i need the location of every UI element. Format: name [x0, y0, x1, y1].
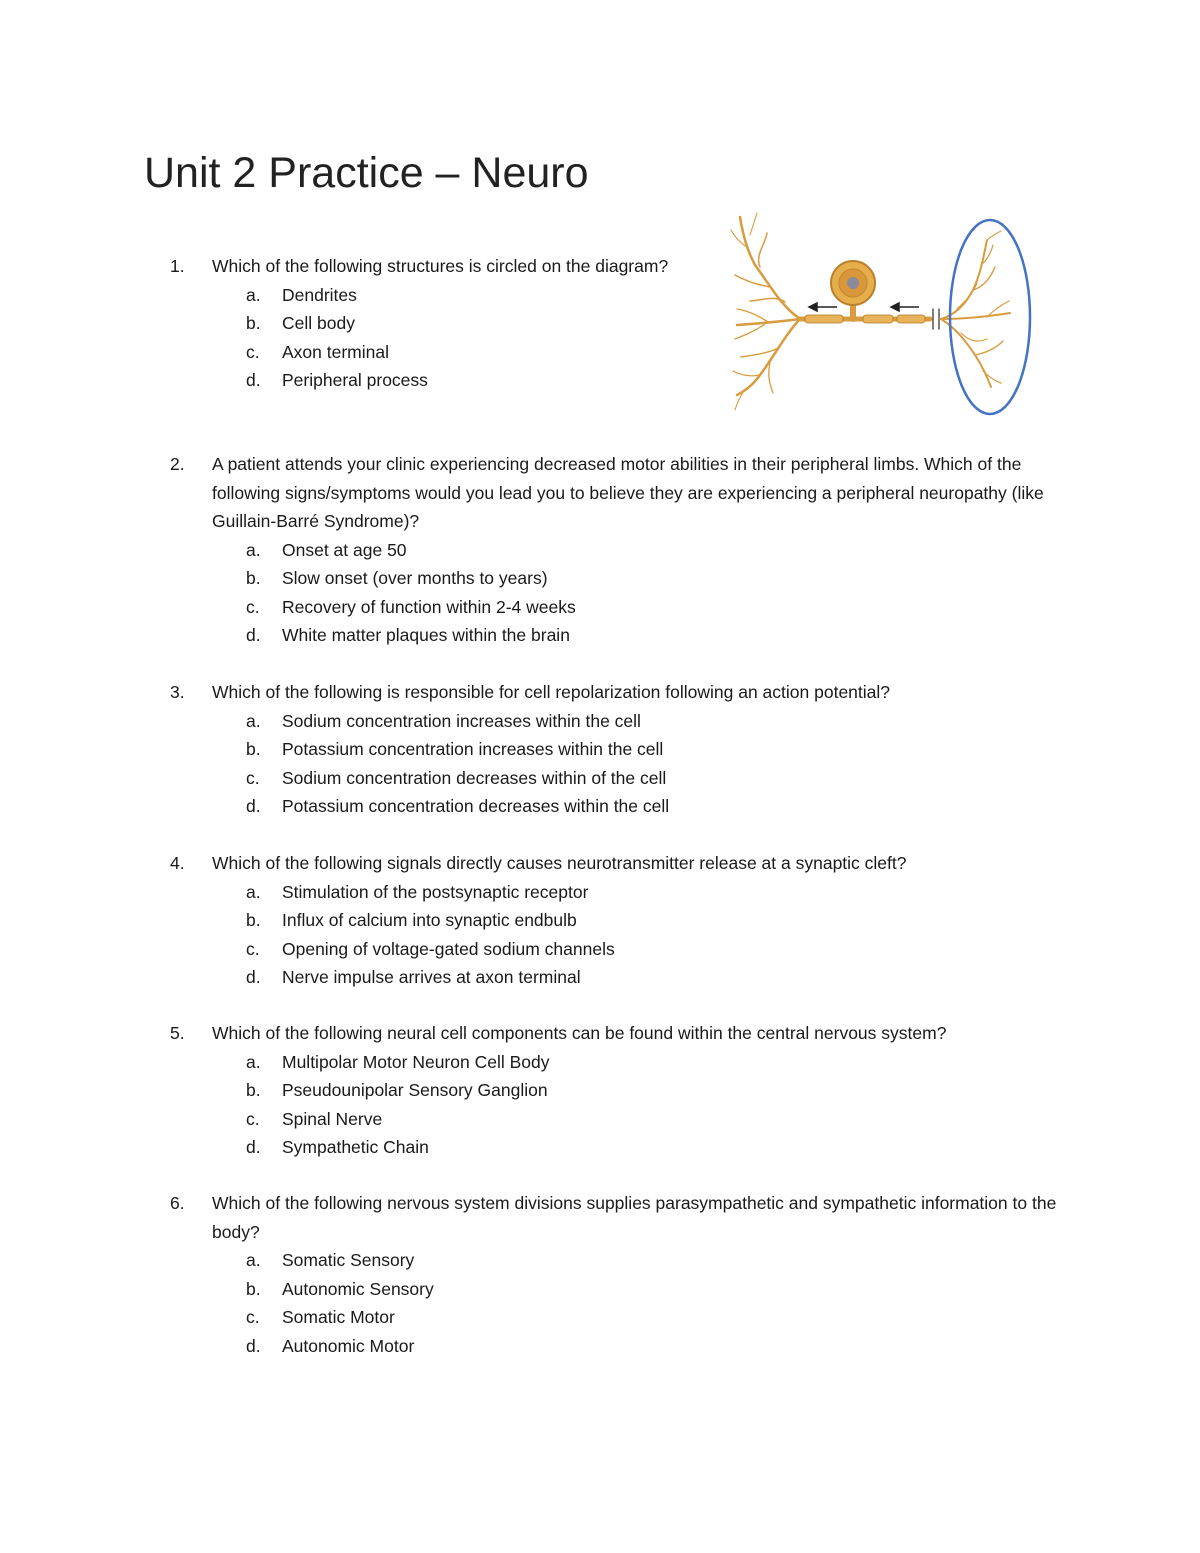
option-text: Stimulation of the postsynaptic receptor: [282, 881, 589, 902]
question-number: 3.: [170, 682, 185, 702]
question-text: Which of the following neural cell components can be found within the central nervous system?: [212, 1023, 947, 1043]
option-text: Influx of calcium into synaptic endbulb: [282, 910, 577, 930]
answer-option[interactable]: [246, 564, 1070, 593]
question-3: [170, 678, 1070, 821]
option-letter: c.: [246, 596, 260, 617]
question-5: [170, 1019, 1070, 1162]
option-letter: b.: [246, 1278, 261, 1299]
option-text: Axon terminal: [282, 341, 389, 362]
option-letter: a.: [246, 284, 261, 305]
option-text: Sympathetic Chain: [282, 1137, 429, 1157]
option-text: Onset at age 50: [282, 539, 407, 560]
option-text: Potassium concentration decreases within the cell: [282, 796, 670, 816]
answer-option[interactable]: [246, 792, 1070, 821]
option-text: Pseudounipolar Sensory Ganglion: [282, 1080, 548, 1100]
option-text: Peripheral process: [282, 370, 428, 390]
option-letter: a.: [246, 1051, 261, 1072]
question-2: [170, 450, 1070, 650]
answer-option[interactable]: [246, 735, 1070, 764]
answer-option[interactable]: [246, 309, 1070, 338]
answer-option[interactable]: [246, 906, 1070, 935]
question-6: [170, 1189, 1070, 1360]
answer-option[interactable]: [246, 536, 1070, 565]
answer-option[interactable]: [246, 1133, 1070, 1162]
question-number: 2.: [170, 454, 185, 474]
option-letter: c.: [246, 767, 260, 788]
option-text: Slow onset (over months to years): [282, 568, 548, 588]
question-text: Which of the following nervous system divisions supplies parasympathetic and sympathetic information to the body?: [212, 1193, 1057, 1242]
page-title: Unit 2 Practice – Neuro: [144, 149, 589, 197]
option-letter: b.: [246, 739, 261, 759]
answer-option[interactable]: [246, 707, 1070, 736]
option-text: Recovery of function within 2-4 weeks: [282, 596, 576, 617]
option-letter: b.: [246, 1080, 261, 1100]
option-letter: a.: [246, 539, 261, 560]
option-letter: d.: [246, 1137, 261, 1157]
option-letter: d.: [246, 1335, 261, 1356]
question-number: 4.: [170, 853, 185, 873]
option-letter: d.: [246, 796, 261, 816]
option-letter: a.: [246, 881, 261, 902]
question-text: Which of the following signals directly causes neurotransmitter release at a synaptic cleft?: [212, 853, 907, 873]
option-letter: b.: [246, 568, 261, 588]
answer-option[interactable]: [246, 1048, 1070, 1077]
question-4: [170, 849, 1070, 992]
option-letter: b.: [246, 910, 261, 930]
option-letter: c.: [246, 341, 260, 362]
answer-option[interactable]: [246, 963, 1070, 992]
option-letter: d.: [246, 625, 261, 645]
answer-option[interactable]: [246, 621, 1070, 650]
option-text: Somatic Motor: [282, 1307, 395, 1327]
option-text: Sodium concentration increases within the cell: [282, 710, 641, 731]
answer-option[interactable]: [246, 935, 1070, 964]
answer-option[interactable]: [246, 1332, 1070, 1361]
question-number: 1.: [170, 256, 185, 276]
option-letter: d.: [246, 967, 261, 987]
answer-option[interactable]: [246, 1246, 1070, 1275]
answer-option[interactable]: [246, 1105, 1070, 1134]
option-letter: a.: [246, 1250, 261, 1270]
option-text: Dendrites: [282, 284, 357, 305]
question-1: [170, 252, 1070, 395]
option-text: Potassium concentration increases within the cell: [282, 739, 664, 759]
question-number: 5.: [170, 1023, 185, 1043]
option-letter: c.: [246, 938, 260, 959]
answer-option[interactable]: [246, 366, 1070, 395]
option-text: Autonomic Motor: [282, 1335, 415, 1356]
option-text: Spinal Nerve: [282, 1108, 383, 1129]
answer-option[interactable]: [246, 1076, 1070, 1105]
option-text: Cell body: [282, 313, 355, 333]
answer-option[interactable]: [246, 764, 1070, 793]
option-text: Autonomic Sensory: [282, 1278, 434, 1299]
answer-option[interactable]: [246, 878, 1070, 907]
option-text: Somatic Sensory: [282, 1250, 415, 1270]
option-letter: c.: [246, 1108, 260, 1129]
option-text: Sodium concentration decreases within of the cell: [282, 767, 667, 788]
answer-option[interactable]: [246, 281, 1070, 310]
question-text: Which of the following is responsible for cell repolarization following an action potential?: [212, 682, 891, 702]
option-letter: a.: [246, 710, 261, 731]
question-text: A patient attends your clinic experiencing decreased motor abilities in their peripheral limbs. Which of the following signs/symptoms would you lead you to believe they are experiencing a peripheral neuropathy (like Guillain-Barré Syndrome)?: [212, 454, 1044, 531]
answer-option[interactable]: [246, 593, 1070, 622]
option-text: White matter plaques within the brain: [282, 625, 570, 645]
option-text: Opening of voltage-gated sodium channels: [282, 938, 615, 959]
question-number: 6.: [170, 1193, 185, 1213]
option-letter: d.: [246, 370, 261, 390]
answer-option[interactable]: [246, 1303, 1070, 1332]
answer-option[interactable]: [246, 338, 1070, 367]
answer-option[interactable]: [246, 1275, 1070, 1304]
option-text: Multipolar Motor Neuron Cell Body: [282, 1051, 550, 1072]
option-letter: b.: [246, 313, 261, 333]
option-text: Nerve impulse arrives at axon terminal: [282, 967, 581, 987]
option-letter: c.: [246, 1307, 260, 1327]
question-text: Which of the following structures is circled on the diagram?: [212, 256, 669, 276]
